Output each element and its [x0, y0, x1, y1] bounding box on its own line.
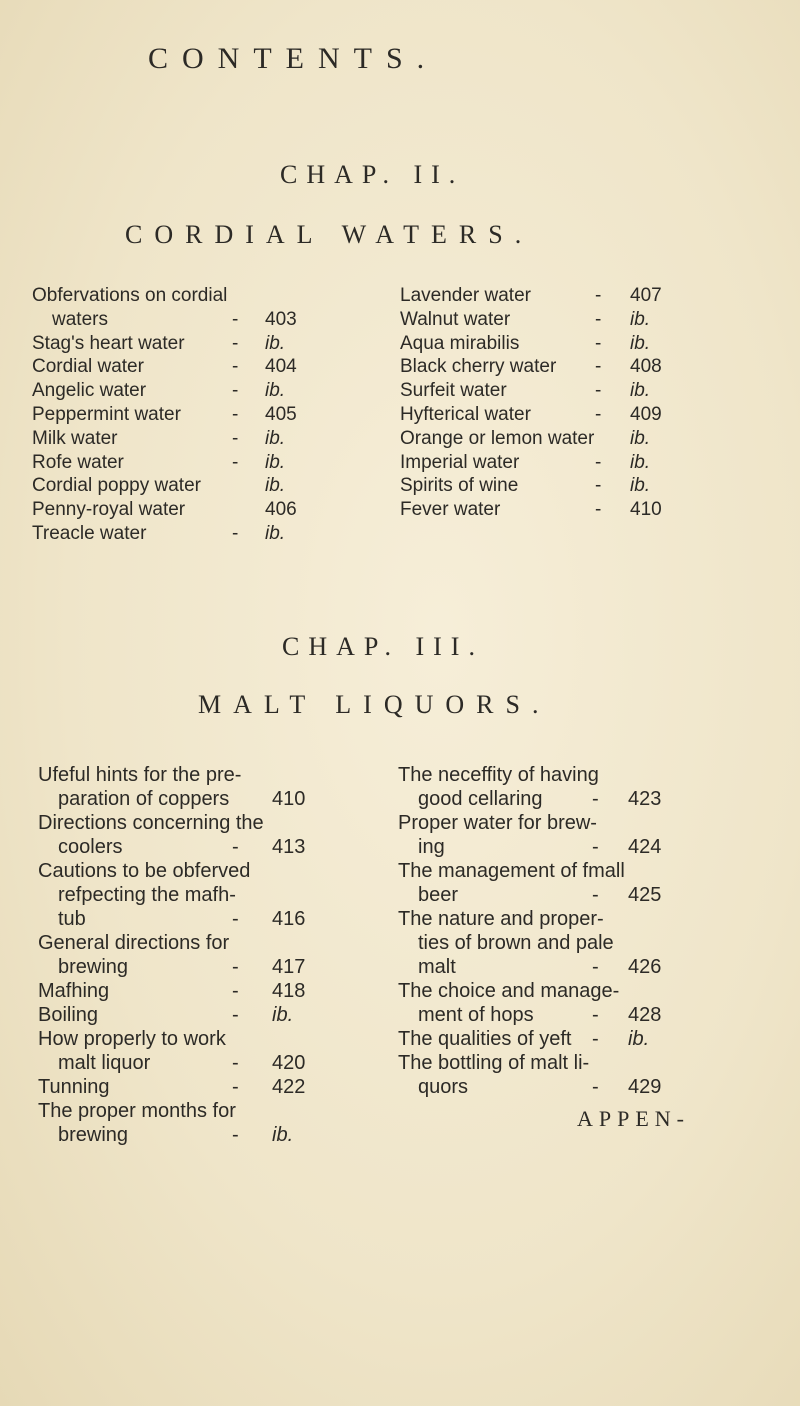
index-entry-dash: - — [595, 285, 602, 306]
index-entry-text: refpecting the mafh- — [58, 884, 236, 906]
index-entry-text: The qualities of yeft — [398, 1028, 572, 1050]
index-entry-text: ing — [418, 836, 445, 858]
index-entry-dash: - — [592, 1076, 599, 1098]
index-entry-text: Ufeful hints for the pre- — [38, 764, 242, 786]
index-entry-text: Surfeit water — [400, 380, 507, 402]
index-entry-dash: - — [592, 788, 599, 810]
index-entry-text: Boiling — [38, 1004, 99, 1026]
index-entry-page: 418 — [272, 980, 306, 1002]
index-entry-page: 408 — [630, 356, 662, 378]
index-entry-text: Mafhing — [38, 980, 110, 1002]
index-entry-text: The neceffity of having — [398, 764, 599, 786]
index-entry-dash: - — [592, 956, 599, 978]
index-entry-dash: - — [232, 1124, 239, 1146]
index-entry-dash: - — [595, 332, 602, 354]
index-entry-page: 425 — [628, 884, 662, 906]
index-entry-dash: - — [595, 404, 602, 425]
index-entry-text: ment of hops — [418, 1004, 534, 1026]
index-entry-dash: - — [595, 356, 602, 378]
index-entry-page: 413 — [272, 836, 306, 858]
index-entry-text: malt — [418, 956, 456, 978]
index-entry-text: Cordial poppy water — [32, 475, 201, 497]
chapter-2-heading: CHAP. II. — [280, 160, 465, 189]
index-entry-text: Stag's heart water — [32, 332, 185, 354]
index-entry-text: coolers — [58, 836, 123, 858]
index-entry-text: Black cherry water — [400, 356, 557, 378]
index-entry-text: paration of coppers — [58, 788, 230, 810]
index-entry-text: Directions concerning the — [38, 812, 264, 834]
index-entry-page: 406 — [265, 499, 297, 521]
index-entry-page: 426 — [628, 956, 662, 978]
index-entry-page: 405 — [265, 404, 297, 425]
index-entry-page: 422 — [272, 1076, 306, 1098]
index-entry-text: Obfervations on cordial — [32, 285, 228, 306]
index-entry-dash: - — [232, 908, 239, 930]
index-entry-page: ib. — [630, 308, 651, 330]
index-entry-page: ib. — [265, 475, 286, 497]
index-entry-text: beer — [418, 884, 459, 906]
index-entry-text: The proper months for — [38, 1100, 236, 1122]
index-entry-page: ib. — [630, 380, 651, 402]
index-entry-page: ib. — [628, 1028, 650, 1050]
index-entry-text: Hyfterical water — [400, 404, 531, 425]
index-entry-page: ib. — [265, 332, 286, 354]
index-entry-dash: - — [592, 1004, 599, 1026]
index-entry-text: quors — [418, 1076, 469, 1098]
index-entry-dash: - — [232, 380, 239, 402]
index-entry-dash: - — [595, 380, 602, 402]
index-entry-text: brewing — [58, 956, 129, 978]
index-entry-page: 429 — [628, 1076, 662, 1098]
index-entry-page: 428 — [628, 1004, 662, 1026]
index-entry-text: Treacle water — [32, 523, 147, 544]
index-entry-page: ib. — [272, 1004, 294, 1026]
index-entry-page: ib. — [630, 427, 651, 449]
index-entry-dash: - — [592, 1028, 599, 1050]
index-entry-text: malt liquor — [58, 1052, 151, 1074]
index-entry-text: Imperial water — [400, 451, 520, 473]
index-entry-dash: - — [595, 308, 602, 330]
index-entry-text: Aqua mirabilis — [400, 332, 520, 354]
index-entry-page: 424 — [628, 836, 662, 858]
index-entry-page: 417 — [272, 956, 306, 978]
page-title: CONTENTS. — [148, 42, 439, 75]
index-entry-page: 423 — [628, 788, 662, 810]
index-entry-text: Angelic water — [32, 380, 147, 402]
chapter-3-heading: CHAP. III. — [282, 632, 484, 661]
index-entry-page: ib. — [265, 451, 286, 473]
index-entry-dash: - — [592, 884, 599, 906]
index-entry-dash: - — [232, 523, 239, 544]
index-entry-page: ib. — [265, 523, 286, 544]
index-entry-page: ib. — [265, 380, 286, 402]
index-entry-text: ties of brown and pale — [418, 932, 614, 954]
index-entry-page: 420 — [272, 1052, 306, 1074]
index-entry-text: tub — [58, 908, 86, 930]
index-entry-text: Fever water — [400, 499, 501, 521]
index-entry-dash: - — [595, 499, 602, 521]
index-entry-page: 410 — [272, 788, 306, 810]
catchword: APPEN- — [577, 1106, 691, 1131]
index-entry-dash: - — [232, 1004, 239, 1026]
index-entry-page: 407 — [630, 285, 662, 306]
index-entry-dash: - — [232, 308, 239, 330]
index-entry-text: Cautions to be obferved — [38, 860, 251, 882]
index-entry-text: good cellaring — [418, 788, 543, 810]
index-entry-text: The nature and proper- — [398, 908, 604, 930]
index-entry-text: General directions for — [38, 932, 230, 954]
index-entry-dash: - — [232, 836, 239, 858]
index-entry-text: The management of fmall — [398, 860, 625, 882]
index-entry-page: 404 — [265, 356, 297, 378]
chapter-2-title: CORDIAL WATERS. — [125, 220, 534, 249]
index-entry-page: 403 — [265, 308, 297, 330]
index-entry-text: Penny-royal water — [32, 499, 186, 521]
index-entry-dash: - — [232, 356, 239, 378]
index-entry-dash: - — [232, 1052, 239, 1074]
index-entry-dash: - — [232, 427, 239, 449]
index-entry-page: 409 — [630, 404, 662, 425]
index-entry-text: How properly to work — [38, 1028, 226, 1050]
index-entry-page: ib. — [265, 427, 286, 449]
index-entry-dash: - — [595, 451, 602, 473]
index-entry-page: 416 — [272, 908, 306, 930]
index-entry-dash: - — [232, 404, 239, 425]
index-entry-text: The choice and manage- — [398, 980, 620, 1002]
index-entry-text: Orange or lemon water — [400, 427, 595, 449]
index-entry-page: ib. — [630, 475, 651, 497]
chapter-3-title: MALT LIQUORS. — [198, 690, 551, 719]
index-entry-text: Spirits of wine — [400, 475, 519, 497]
index-entry-dash: - — [592, 836, 599, 858]
index-entry-dash: - — [232, 956, 239, 978]
index-entry-dash: - — [232, 980, 239, 1002]
index-entry-text: Milk water — [32, 427, 118, 449]
index-entry-text: Proper water for brew- — [398, 812, 597, 834]
index-entry-page: 410 — [630, 499, 662, 521]
index-entry-text: brewing — [58, 1124, 129, 1146]
index-entry-page: ib. — [630, 451, 651, 473]
index-entry-text: The bottling of malt li- — [398, 1052, 590, 1074]
index-entry-page: ib. — [630, 332, 651, 354]
index-entry-dash: - — [595, 475, 602, 497]
index-entry-text: Cordial water — [32, 356, 144, 378]
index-entry-text: waters — [52, 308, 108, 330]
index-entry-dash: - — [232, 332, 239, 354]
index-entry-page: ib. — [272, 1124, 294, 1146]
index-entry-text: Walnut water — [400, 308, 511, 330]
index-entry-text: Lavender water — [400, 285, 531, 306]
index-entry-dash: - — [232, 1076, 239, 1098]
index-entry-dash: - — [232, 451, 239, 473]
index-entry-text: Tunning — [38, 1076, 110, 1098]
index-entry-text: Rofe water — [32, 451, 124, 473]
index-entry-text: Peppermint water — [32, 404, 181, 425]
